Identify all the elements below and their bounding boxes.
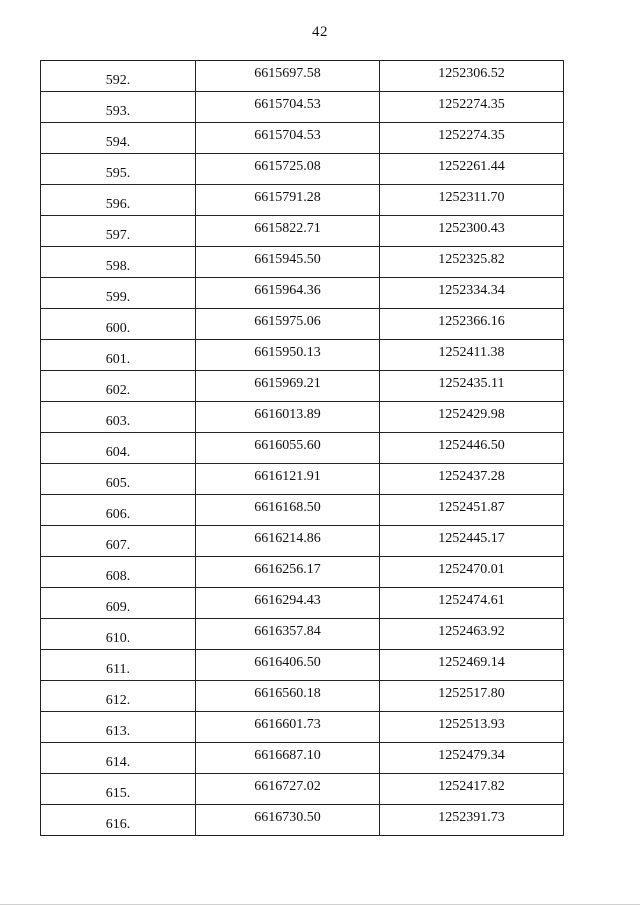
- y-coordinate-text: 1252517.80: [438, 686, 505, 701]
- point-number-text: 607.: [105, 538, 131, 553]
- table-row: [41, 185, 564, 216]
- x-coordinate-cell: [196, 805, 380, 836]
- y-coordinate-cell: [380, 247, 564, 278]
- y-coordinate-text: 1252274.35: [438, 97, 505, 112]
- x-coordinate-text: 6615945.50: [254, 252, 321, 267]
- x-coordinate-cell: [196, 557, 380, 588]
- table-row: [41, 61, 564, 92]
- y-coordinate-text: 1252391.73: [438, 810, 505, 825]
- point-number-text: 615.: [105, 786, 131, 801]
- y-coordinate-cell: [380, 712, 564, 743]
- y-coordinate-cell: [380, 619, 564, 650]
- point-number-cell: [41, 371, 196, 402]
- y-coordinate-cell: [380, 61, 564, 92]
- x-coordinate-text: 6616560.18: [254, 686, 321, 701]
- y-coordinate-cell: [380, 650, 564, 681]
- point-number-cell: [41, 216, 196, 247]
- x-coordinate-text: 6615704.53: [254, 97, 321, 112]
- x-coordinate-cell: [196, 278, 380, 309]
- point-number-cell: [41, 588, 196, 619]
- point-number-text: 595.: [105, 166, 131, 181]
- y-coordinate-cell: [380, 681, 564, 712]
- x-coordinate-text: 6615975.06: [254, 314, 321, 329]
- x-coordinate-cell: [196, 402, 380, 433]
- table-row: [41, 154, 564, 185]
- x-coordinate-cell: [196, 371, 380, 402]
- table-row: [41, 557, 564, 588]
- x-coordinate-text: 6616406.50: [254, 655, 321, 670]
- x-coordinate-text: 6615969.21: [254, 376, 321, 391]
- y-coordinate-text: 1252435.11: [438, 376, 505, 391]
- table-row: [41, 619, 564, 650]
- x-coordinate-cell: [196, 464, 380, 495]
- y-coordinate-cell: [380, 278, 564, 309]
- x-coordinate-text: 6616730.50: [254, 810, 321, 825]
- x-coordinate-cell: [196, 619, 380, 650]
- table-row: [41, 681, 564, 712]
- point-number-cell: [41, 743, 196, 774]
- point-number-text: 592.: [105, 73, 131, 88]
- point-number-cell: [41, 464, 196, 495]
- point-number-cell: [41, 526, 196, 557]
- x-coordinate-cell: [196, 588, 380, 619]
- y-coordinate-text: 1252469.14: [438, 655, 505, 670]
- point-number-text: 605.: [105, 476, 131, 491]
- y-coordinate-cell: [380, 371, 564, 402]
- table-row: [41, 216, 564, 247]
- y-coordinate-text: 1252463.92: [438, 624, 505, 639]
- x-coordinate-text: 6616601.73: [254, 717, 321, 732]
- x-coordinate-cell: [196, 495, 380, 526]
- y-coordinate-cell: [380, 123, 564, 154]
- point-number-cell: [41, 557, 196, 588]
- point-number-text: 614.: [105, 755, 131, 770]
- y-coordinate-cell: [380, 805, 564, 836]
- x-coordinate-text: 6616121.91: [254, 469, 321, 484]
- x-coordinate-cell: [196, 526, 380, 557]
- y-coordinate-text: 1252261.44: [438, 159, 505, 174]
- coordinates-table-body: [41, 61, 564, 836]
- x-coordinate-cell: [196, 743, 380, 774]
- y-coordinate-cell: [380, 526, 564, 557]
- point-number-text: 616.: [105, 817, 131, 832]
- y-coordinate-cell: [380, 92, 564, 123]
- table-row: [41, 774, 564, 805]
- y-coordinate-cell: [380, 774, 564, 805]
- point-number-text: 602.: [105, 383, 131, 398]
- y-coordinate-text: 1252300.43: [438, 221, 505, 236]
- point-number-text: 613.: [105, 724, 131, 739]
- y-coordinate-cell: [380, 309, 564, 340]
- x-coordinate-text: 6616727.02: [254, 779, 321, 794]
- x-coordinate-cell: [196, 154, 380, 185]
- y-coordinate-cell: [380, 557, 564, 588]
- table-row: [41, 495, 564, 526]
- x-coordinate-text: 6616294.43: [254, 593, 321, 608]
- point-number-text: 609.: [105, 600, 131, 615]
- y-coordinate-cell: [380, 588, 564, 619]
- point-number-cell: [41, 309, 196, 340]
- x-coordinate-text: 6616055.60: [254, 438, 321, 453]
- point-number-cell: [41, 650, 196, 681]
- y-coordinate-text: 1252325.82: [438, 252, 505, 267]
- point-number-text: 612.: [105, 693, 131, 708]
- x-coordinate-text: 6616256.17: [254, 562, 321, 577]
- y-coordinate-text: 1252411.38: [438, 345, 505, 360]
- x-coordinate-text: 6615725.08: [254, 159, 321, 174]
- point-number-text: 598.: [105, 259, 131, 274]
- point-number-cell: [41, 92, 196, 123]
- point-number-cell: [41, 154, 196, 185]
- point-number-text: 604.: [105, 445, 131, 460]
- y-coordinate-text: 1252446.50: [438, 438, 505, 453]
- point-number-cell: [41, 805, 196, 836]
- y-coordinate-text: 1252429.98: [438, 407, 505, 422]
- table-row: [41, 92, 564, 123]
- point-number-cell: [41, 712, 196, 743]
- table-row: [41, 805, 564, 836]
- table-row: [41, 464, 564, 495]
- point-number-text: 611.: [106, 662, 130, 677]
- point-number-text: 597.: [105, 228, 131, 243]
- x-coordinate-cell: [196, 650, 380, 681]
- y-coordinate-cell: [380, 185, 564, 216]
- y-coordinate-cell: [380, 464, 564, 495]
- x-coordinate-text: 6616168.50: [254, 500, 321, 515]
- point-number-cell: [41, 247, 196, 278]
- y-coordinate-cell: [380, 433, 564, 464]
- point-number-cell: [41, 681, 196, 712]
- point-number-cell: [41, 619, 196, 650]
- y-coordinate-text: 1252445.17: [438, 531, 505, 546]
- table-row: [41, 433, 564, 464]
- x-coordinate-cell: [196, 185, 380, 216]
- table-row: [41, 123, 564, 154]
- point-number-cell: [41, 185, 196, 216]
- table-row: [41, 278, 564, 309]
- x-coordinate-cell: [196, 123, 380, 154]
- point-number-cell: [41, 123, 196, 154]
- point-number-text: 594.: [105, 135, 131, 150]
- table-row: [41, 743, 564, 774]
- table-row: [41, 340, 564, 371]
- y-coordinate-text: 1252366.16: [438, 314, 505, 329]
- x-coordinate-cell: [196, 61, 380, 92]
- point-number-cell: [41, 402, 196, 433]
- x-coordinate-text: 6615791.28: [254, 190, 321, 205]
- x-coordinate-cell: [196, 247, 380, 278]
- x-coordinate-text: 6615704.53: [254, 128, 321, 143]
- y-coordinate-text: 1252306.52: [438, 66, 505, 81]
- point-number-text: 608.: [105, 569, 131, 584]
- point-number-text: 603.: [105, 414, 131, 429]
- y-coordinate-text: 1252274.35: [438, 128, 505, 143]
- table-row: [41, 247, 564, 278]
- table-row: [41, 712, 564, 743]
- y-coordinate-text: 1252417.82: [438, 779, 505, 794]
- x-coordinate-text: 6615950.13: [254, 345, 321, 360]
- x-coordinate-text: 6615964.36: [254, 283, 321, 298]
- x-coordinate-text: 6616013.89: [254, 407, 321, 422]
- y-coordinate-text: 1252513.93: [438, 717, 505, 732]
- point-number-text: 610.: [105, 631, 131, 646]
- table-row: [41, 371, 564, 402]
- x-coordinate-cell: [196, 92, 380, 123]
- table-row: [41, 526, 564, 557]
- y-coordinate-text: 1252470.01: [438, 562, 505, 577]
- table-row: [41, 402, 564, 433]
- x-coordinate-text: 6615822.71: [254, 221, 321, 236]
- y-coordinate-cell: [380, 402, 564, 433]
- y-coordinate-cell: [380, 495, 564, 526]
- point-number-text: 596.: [105, 197, 131, 212]
- x-coordinate-cell: [196, 216, 380, 247]
- point-number-text: 599.: [105, 290, 131, 305]
- y-coordinate-text: 1252451.87: [438, 500, 505, 515]
- y-coordinate-cell: [380, 340, 564, 371]
- point-number-cell: [41, 340, 196, 371]
- x-coordinate-cell: [196, 681, 380, 712]
- table-row: [41, 588, 564, 619]
- point-number-text: 600.: [105, 321, 131, 336]
- point-number-cell: [41, 433, 196, 464]
- y-coordinate-text: 1252334.34: [438, 283, 505, 298]
- x-coordinate-text: 6616214.86: [254, 531, 321, 546]
- y-coordinate-text: 1252479.34: [438, 748, 505, 763]
- point-number-cell: [41, 278, 196, 309]
- y-coordinate-text: 1252311.70: [438, 190, 505, 205]
- x-coordinate-cell: [196, 433, 380, 464]
- y-coordinate-cell: [380, 154, 564, 185]
- x-coordinate-text: 6616357.84: [254, 624, 321, 639]
- x-coordinate-cell: [196, 340, 380, 371]
- coordinates-table: [40, 60, 564, 836]
- x-coordinate-text: 6616687.10: [254, 748, 321, 763]
- x-coordinate-text: 6615697.58: [254, 66, 321, 81]
- y-coordinate-cell: [380, 743, 564, 774]
- x-coordinate-cell: [196, 712, 380, 743]
- x-coordinate-cell: [196, 774, 380, 805]
- page-number: 42: [312, 24, 328, 40]
- y-coordinate-text: 1252474.61: [438, 593, 505, 608]
- table-row: [41, 309, 564, 340]
- point-number-cell: [41, 774, 196, 805]
- table-row: [41, 650, 564, 681]
- point-number-text: 593.: [105, 104, 131, 119]
- point-number-cell: [41, 495, 196, 526]
- point-number-text: 606.: [105, 507, 131, 522]
- y-coordinate-text: 1252437.28: [438, 469, 505, 484]
- point-number-cell: [41, 61, 196, 92]
- x-coordinate-cell: [196, 309, 380, 340]
- y-coordinate-cell: [380, 216, 564, 247]
- point-number-text: 601.: [105, 352, 131, 367]
